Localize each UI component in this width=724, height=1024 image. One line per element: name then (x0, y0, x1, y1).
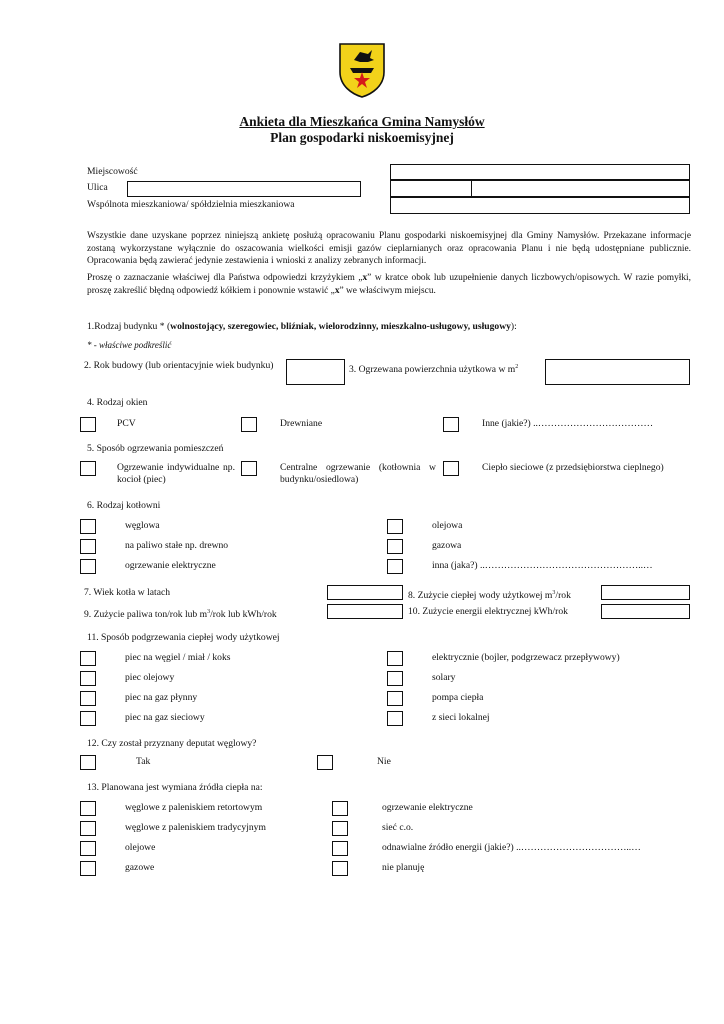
q11-checkbox-gaz-sieciowy[interactable] (80, 711, 96, 726)
q13-option-nie-planuje: nie planuję (382, 862, 425, 873)
q11-option-siec-lokalna: z sieci lokalnej (432, 712, 490, 723)
q7-input[interactable] (327, 585, 403, 600)
q11-checkbox-siec-lokalna[interactable] (387, 711, 403, 726)
q13-checkbox-oze[interactable] (332, 841, 348, 856)
q11-option-elektrycznie: elektrycznie (bojler, podgrzewacz przepływowy) (432, 652, 620, 663)
form-subtitle: Plan gospodarki niskoemisyjnej (270, 130, 454, 145)
q5-option-indywidualne: Ogrzewanie indywidualne np. kocioł (piec) (117, 462, 235, 485)
miejscowosc-input[interactable] (390, 164, 690, 180)
q9-label: 9. Zużycie paliwa ton/rok lub $m^3$/rok lub kWh/rok (84, 609, 277, 621)
q6-checkbox-inna[interactable] (387, 559, 403, 574)
q6-checkbox-gazowa[interactable] (387, 539, 403, 554)
q12-label: 12. Czy został przyznany deputat węglowy? (87, 738, 257, 749)
q1-note: * - właściwe podkreślić (87, 340, 172, 350)
coat-of-arms-logo (338, 42, 386, 98)
q4-checkbox-pcv[interactable] (80, 417, 96, 432)
q5-label: 5. Sposób ogrzewania pomieszczeń (87, 443, 224, 454)
q11-option-solary: solary (432, 672, 456, 683)
q4-checkbox-inne[interactable] (443, 417, 459, 432)
q5-checkbox-centralne[interactable] (241, 461, 257, 476)
q6-checkbox-weglowa[interactable] (80, 519, 96, 534)
q6-option-gazowa: gazowa (432, 540, 462, 551)
q13-checkbox-olejowe[interactable] (80, 841, 96, 856)
q4-option-inne: Inne (jakie?) ..……………………………… (482, 418, 654, 429)
q6-option-drewno: na paliwo stałe np. drewno (125, 540, 229, 551)
q5-checkbox-indywidualne[interactable] (80, 461, 96, 476)
q4-label: 4. Rodzaj okien (87, 397, 148, 408)
q10-input[interactable] (601, 604, 690, 619)
q6-checkbox-elektryczne[interactable] (80, 559, 96, 574)
q13-checkbox-retortowe[interactable] (80, 801, 96, 816)
q13-option-siec-co: sieć c.o. (382, 822, 414, 833)
q11-option-pompa: pompa ciepła (432, 692, 484, 703)
q12-option-tak: Tak (136, 756, 151, 767)
q13-option-oze: odnawialne źródło energii (jakie?) ..……………………………..… (382, 842, 641, 853)
q13-checkbox-gazowe[interactable] (80, 861, 96, 876)
q13-option-gazowe: gazowe (125, 862, 155, 873)
q13-label: 13. Planowana jest wymiana źródła ciepła na: (87, 782, 263, 793)
q13-checkbox-tradycyjne[interactable] (80, 821, 96, 836)
q6-option-inna: inna (jaka?) ..…………………………………………..… (432, 560, 653, 571)
miejscowosc-label: Miejscowość (87, 166, 138, 177)
q13-option-retortowe: węglowe z paleniskiem retortowym (125, 802, 263, 813)
q13-checkbox-nie-planuje[interactable] (332, 861, 348, 876)
q13-checkbox-elektryczne[interactable] (332, 801, 348, 816)
q11-option-gaz-sieciowy: piec na gaz sieciowy (125, 712, 205, 723)
q8-input[interactable] (601, 585, 690, 600)
q1-label: 1.Rodzaj budynku * (wolnostojący, szeregowiec, bliźniak, wielorodzinny, mieszkalno-usługowy, usługowy): (87, 321, 517, 332)
q8-label: 8. Zużycie ciepłej wody użytkowej $m^3$/rok (408, 590, 571, 602)
q11-checkbox-gaz-plynny[interactable] (80, 691, 96, 706)
ulica-label: Ulica (87, 182, 108, 193)
q9-input[interactable] (327, 604, 403, 619)
q11-option-gaz-plynny: piec na gaz płynny (125, 692, 198, 703)
q13-option-olejowe: olejowe (125, 842, 156, 853)
wspolnota-input[interactable] (390, 197, 690, 214)
q4-checkbox-drewniane[interactable] (241, 417, 257, 432)
wspolnota-label: Wspólnota mieszkaniowa/ spółdzielnia mieszkaniowa (87, 199, 295, 210)
q11-checkbox-solary[interactable] (387, 671, 403, 686)
q5-option-sieciowe: Ciepło sieciowe (z przedsiębiorstwa cieplnego) (482, 462, 664, 473)
q6-checkbox-olejowa[interactable] (387, 519, 403, 534)
q6-label: 6. Rodzaj kotłowni (87, 500, 161, 511)
instructions-paragraph: Proszę o zaznaczanie właściwej dla Państwa odpowiedzi krzyżykiem „x” w kratce obok lub uzupełnienie danych liczbowych/opisowych. W razie pomyłki, proszę zakreślić błędną odpowiedź kółkiem i ponownie wstawić „x” we właściwym miejscu. (87, 273, 691, 296)
q10-label: 10. Zużycie energii elektrycznej kWh/rok (408, 606, 568, 617)
q13-checkbox-siec-co[interactable] (332, 821, 348, 836)
q11-checkbox-olejowy[interactable] (80, 671, 96, 686)
form-title: Ankieta dla Mieszkańca Gmina Namysłów (239, 114, 485, 129)
q11-option-wegiel: piec na węgiel / miał / koks (125, 652, 231, 663)
q6-option-elektryczne: ogrzewanie elektryczne (125, 560, 216, 571)
q3-label: 3. Ogrzewana powierzchnia użytkowa w $m^2$ (349, 364, 519, 376)
q4-option-drewniane: Drewniane (280, 418, 323, 429)
ulica-input[interactable] (127, 181, 361, 197)
q5-option-centralne: Centralne ogrzewanie (kotłownia w budynku/osiedlowa) (280, 462, 436, 485)
q13-option-tradycyjne: węglowe z paleniskiem tradycyjnym (125, 822, 266, 833)
q5-checkbox-sieciowe[interactable] (443, 461, 459, 476)
q7-label: 7. Wiek kotła w latach (84, 587, 171, 598)
q12-option-nie: Nie (377, 756, 391, 767)
q6-option-weglowa: węglowa (125, 520, 160, 531)
q2-label: 2. Rok budowy (lub orientacyjnie wiek budynku) (84, 360, 274, 371)
q11-checkbox-elektrycznie[interactable] (387, 651, 403, 666)
q11-label: 11. Sposób podgrzewania ciepłej wody użytkowej (87, 632, 280, 643)
q11-checkbox-pompa[interactable] (387, 691, 403, 706)
q13-option-elektryczne: ogrzewanie elektryczne (382, 802, 473, 813)
q3-input[interactable] (545, 359, 690, 385)
q2-input[interactable] (286, 359, 345, 385)
q6-checkbox-drewno[interactable] (80, 539, 96, 554)
q6-option-olejowa: olejowa (432, 520, 463, 531)
q4-option-pcv: PCV (117, 418, 136, 429)
q12-checkbox-tak[interactable] (80, 755, 96, 770)
q12-checkbox-nie[interactable] (317, 755, 333, 770)
q11-option-olejowy: piec olejowy (125, 672, 175, 683)
nr-domu-input[interactable] (471, 180, 690, 197)
q11-checkbox-wegiel[interactable] (80, 651, 96, 666)
intro-paragraph: Wszystkie dane uzyskane poprzez niniejszą ankietę posłużą opracowaniu Planu gospodarki niskoemisyjnej dla Gminy Namysłów. Przekazane informacje zostaną wykorzystane wyłącznie do oszacowania wielkości emisji gazów cieplarnianych oraz opracowania Planu i nie będą udostępniane publicznie. Opracowania będą zawierać jedynie zestawienia i wnioski z analizy zebranych informacji. (87, 231, 691, 266)
